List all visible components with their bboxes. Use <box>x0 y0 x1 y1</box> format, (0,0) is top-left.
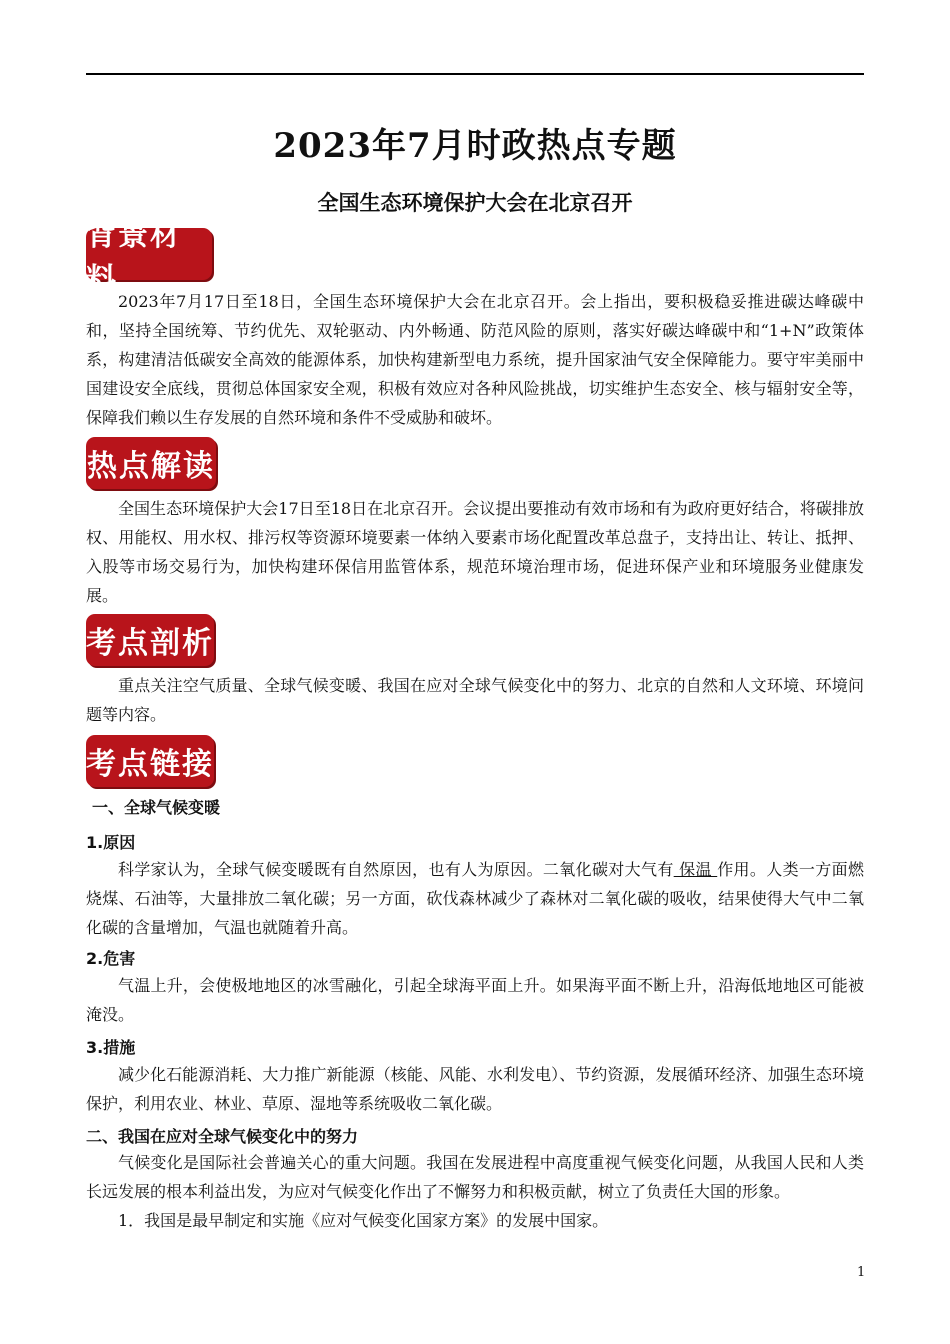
section-heading-efforts: 二、我国在应对全球气候变化中的努力 <box>86 1127 359 1146</box>
subheading-cause: 1.原因 <box>86 833 136 852</box>
badge-analysis: 考点剖析 <box>86 614 214 666</box>
cause-underlined-term: 保温 <box>673 860 718 879</box>
efforts-item-1: 1．我国是最早制定和实施《应对气候变化国家方案》的发展中国家。 <box>118 1211 609 1230</box>
badge-interpretation: 热点解读 <box>86 437 216 489</box>
analysis-paragraph: 重点关注空气质量、全球气候变暖、我国在应对全球气候变化中的努力、北京的自然和人文环境、环境问题等内容。 <box>86 676 864 724</box>
measure-paragraph: 减少化石能源消耗、大力推广新能源（核能、风能、水利发电）、节约资源，发展循环经济、加强生态环境保护，利用农业、林业、草原、湿地等系统吸收二氧化碳。 <box>86 1065 864 1113</box>
section-heading-warming: 一、全球气候变暖 <box>92 798 221 817</box>
page-number: 1 <box>857 1265 866 1280</box>
cause-text-a: 科学家认为，全球气候变暖既有自然原因，也有人为原因。二氧化碳对大气有 <box>118 860 674 879</box>
page-title: 2023年7月时政热点专题 <box>273 126 677 166</box>
cause-paragraph <box>86 855 864 942</box>
page-subtitle: 全国生态环境保护大会在北京召开 <box>317 191 633 215</box>
background-paragraph: 2023年7月17日至18日，全国生态环境保护大会在北京召开。会上指出，要积极稳妥推进碳达峰碳中和，坚持全国统筹、节约优先、双轮驱动、内外畅通、防范风险的原则，落实好碳达峰碳中和“1+N”政策体系，构建清洁低碳安全高效的能源体系，加快构建新型电力系统，提升国家油气安全保障能力。要守牢美丽中国建设安全底线，贯彻总体国家安全观，积极有效应对各种风险挑战，切实维护生态安全、核与辐射安全等，保障我们赖以生存发展的自然环境和条件不受威胁和破坏。 <box>86 292 864 427</box>
efforts-paragraph: 气候变化是国际社会普遍关心的重大问题。我国在发展进程中高度重视气候变化问题，从我国人民和人类长远发展的根本利益出发，为应对气候变化作出了不懈努力和积极贡献，树立了负责任大国的形象。 <box>86 1153 864 1201</box>
badge-background: 背景材料 <box>86 228 212 280</box>
cause-text-b: 作用。人类一方面燃烧煤、石油等，大量排放二氧化碳；另一方面，砍伐森林减少了森林对二氧化碳的吸收，结果使得大气中二氧化碳的含量增加，气温也就随着升高。 <box>86 860 864 937</box>
badge-links: 考点链接 <box>86 735 214 787</box>
subheading-harm: 2.危害 <box>86 949 136 968</box>
subheading-measure: 3.措施 <box>86 1038 136 1057</box>
harm-paragraph: 气温上升，会使极地地区的冰雪融化，引起全球海平面上升。如果海平面不断上升，沿海低地地区可能被淹没。 <box>86 976 864 1024</box>
interpretation-paragraph: 全国生态环境保护大会17日至18日在北京召开。会议提出要推动有效市场和有为政府更好结合，将碳排放权、用能权、用水权、排污权等资源环境要素一体纳入要素市场化配置改革总盘子，支持出让、转让、抵押、入股等市场交易行为，加快构建环保信用监管体系，规范环境治理市场，促进环保产业和环境服务业健康发展。 <box>86 499 864 605</box>
top-rule <box>86 73 864 75</box>
